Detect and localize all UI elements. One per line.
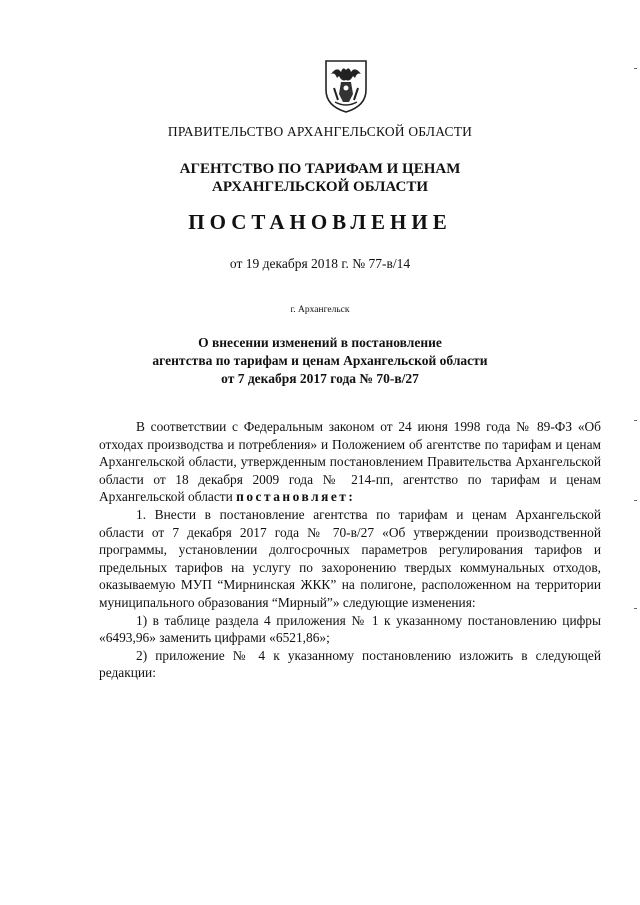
item-1-paragraph: 1. Внести в постановление агентства по тарифам и ценам Архангельской области от 7 декабря 2017 года № 70-в/27 «Об утверждении производственной программы, установлении долгосрочных параметров регулирования тарифов и предельных тарифов на услугу по захоронению твердых коммунальных отходов, оказываемую МУП “Мирнинская ЖКК” на полигоне, расположенном на территории муниципального образования “Мирный”» следующие изменения: <box>99 506 601 610</box>
scan-mark <box>634 500 637 501</box>
title-line2: агентства по тарифам и ценам Архангельской области <box>152 353 488 368</box>
scan-mark <box>634 608 637 609</box>
subitem-2-paragraph: 2) приложение № 4 к указанному постановлению изложить в следующей редакции: <box>99 647 601 681</box>
scan-mark <box>634 420 637 421</box>
resolves-word: постановляет: <box>236 489 356 505</box>
title-line1: О внесении изменений в постановление <box>198 335 442 350</box>
document-date-number: от 19 декабря 2018 г. № 77-в/14 <box>229 256 411 271</box>
government-name: ПРАВИТЕЛЬСТВО АРХАНГЕЛЬСКОЙ ОБЛАСТИ <box>167 124 473 139</box>
document-city: г. Архангельск <box>290 305 350 315</box>
document-title <box>0 334 640 388</box>
agency-name-line1: АГЕНТСТВО ПО ТАРИФАМ И ЦЕНАМ <box>179 161 461 177</box>
preamble-paragraph <box>99 418 601 506</box>
document-type: ПОСТАНОВЛЕНИЕ <box>188 210 452 234</box>
coat-of-arms-icon <box>323 58 369 114</box>
preamble-text: В соответствии с Федеральным законом от 24 июня 1998 года № 89-ФЗ «Об отходах производства и потребления» и Положением об агентстве по тарифам и ценам Архангельской области, утвержденным постановлением Правительства Архангельской области от 18 декабря 2009 года № 214-пп, агентство по тарифам и ценам Архангельской области <box>99 419 601 505</box>
agency-name <box>0 160 640 196</box>
subitem-1-paragraph: 1) в таблице раздела 4 приложения № 1 к указанному постановлению цифры «6493,96» заменить цифрами «6521,86»; <box>99 612 601 646</box>
scan-mark <box>634 68 637 69</box>
document-body <box>99 418 601 682</box>
agency-name-line2: АРХАНГЕЛЬСКОЙ ОБЛАСТИ <box>212 179 428 195</box>
title-line3: от 7 декабря 2017 года № 70-в/27 <box>221 371 419 386</box>
